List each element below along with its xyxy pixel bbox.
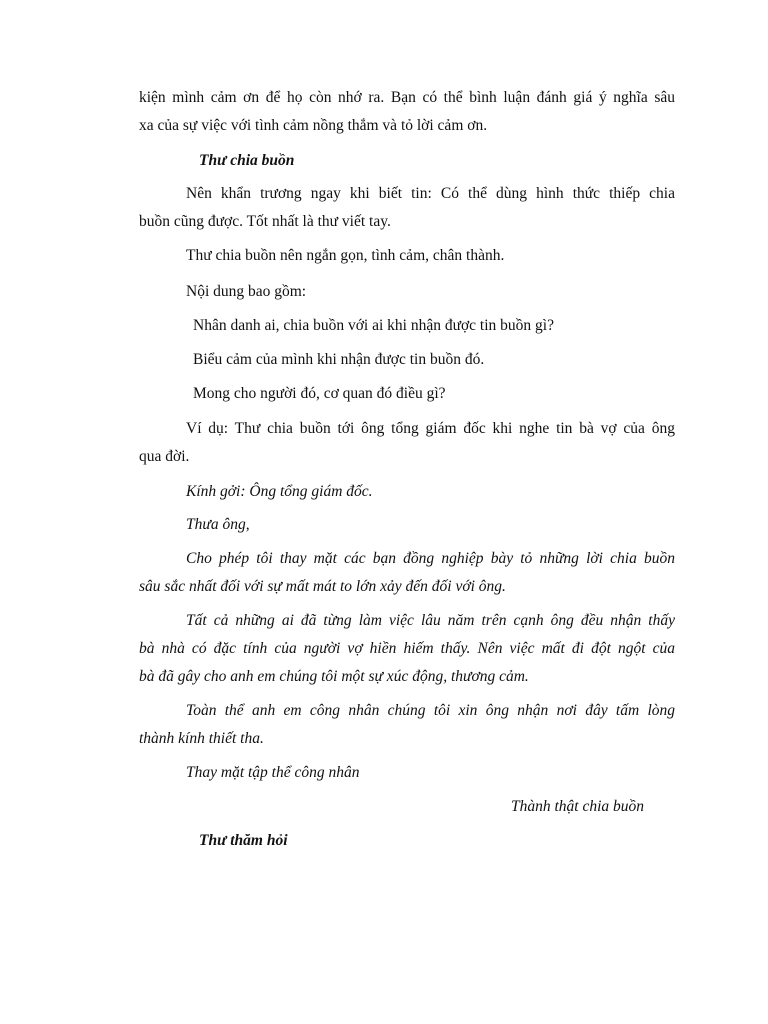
letter-line: Toàn thể anh em công nhân chúng tôi xin ông nhận nơi đây tấm lòng <box>186 702 675 719</box>
list-item: Biểu cảm của mình khi nhận được tin buồn đó. <box>193 351 485 368</box>
letter-closing: Thành thật chia buồn <box>511 798 645 815</box>
paragraph-line: Nội dung bao gồm: <box>186 283 307 300</box>
letter-line: Tất cả những ai đã từng làm việc lâu năm trên cạnh ông đều nhận thấy <box>186 612 675 629</box>
paragraph-line: buồn cũng được. Tốt nhất là thư viết tay. <box>139 213 391 230</box>
paragraph-line: Nên khẩn trương ngay khi biết tin: Có thể dùng hình thức thiếp chia <box>186 185 675 202</box>
section-heading-condolence: Thư chia buồn <box>199 152 295 169</box>
letter-line: bà nhà có đặc tính của người vợ hiền hiếm thấy. Nên việc mất đi đột ngột của <box>139 640 675 657</box>
letter-salutation: Thưa ông, <box>186 516 250 533</box>
list-item: Mong cho người đó, cơ quan đó điều gì? <box>193 385 446 402</box>
paragraph-line: Ví dụ: Thư chia buồn tới ông tổng giám đốc khi nghe tin bà vợ của ông <box>186 420 675 437</box>
list-item: Nhân danh ai, chia buồn với ai khi nhận được tin buồn gì? <box>193 317 554 334</box>
letter-line: sâu sắc nhất đối với sự mất mát to lớn xảy đến đối với ông. <box>139 578 506 595</box>
letter-line: Cho phép tôi thay mặt các bạn đồng nghiệp bày tỏ những lời chia buồn <box>186 550 675 567</box>
letter-greeting: Kính gởi: Ông tổng giám đốc. <box>186 483 373 500</box>
paragraph-line: xa của sự việc với tình cảm nồng thắm và tỏ lời cảm ơn. <box>139 117 488 134</box>
letter-line: thành kính thiết tha. <box>139 730 264 747</box>
letter-line: bà đã gây cho anh em chúng tôi một sự xúc động, thương cảm. <box>139 668 529 685</box>
paragraph-line: kiện mình cảm ơn để họ còn nhớ ra. Bạn có thể bình luận đánh giá ý nghĩa sâu <box>139 89 675 106</box>
paragraph-line: qua đời. <box>139 448 190 465</box>
letter-behalf: Thay mặt tập thể công nhân <box>186 764 360 781</box>
paragraph-line: Thư chia buồn nên ngắn gọn, tình cảm, chân thành. <box>186 247 505 264</box>
section-heading-visit: Thư thăm hỏi <box>199 832 288 849</box>
